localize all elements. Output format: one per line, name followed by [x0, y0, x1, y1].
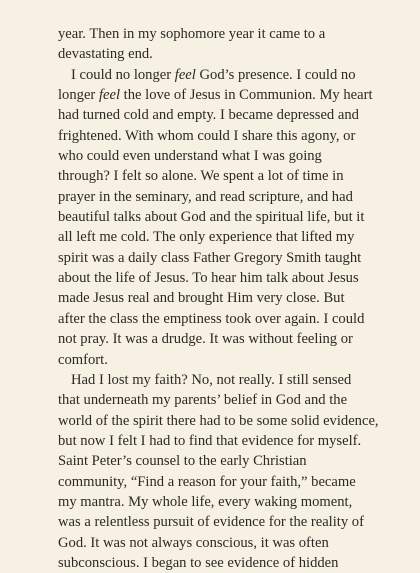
text-line [58, 309, 392, 329]
text-run: world of the spirit there had to be some solid evidence, [58, 412, 379, 429]
text-line [58, 227, 392, 247]
text-run: made Jesus real and brought Him very close. But [58, 290, 345, 307]
text-run: God. It was not always conscious, it was often [58, 534, 329, 551]
text-run: who could even understand what I was going [58, 148, 322, 165]
text-line [58, 85, 392, 105]
text-run: I could no longer [71, 66, 175, 83]
text-line [58, 65, 392, 85]
page-text-body [58, 24, 392, 573]
text-run: that underneath my parents’ belief in God and the [58, 392, 348, 409]
text-line [58, 146, 392, 166]
text-run: spirit was a daily class Father Gregory Smith taught [58, 249, 362, 266]
text-run: subconscious. I began to see evidence of hidden [58, 554, 339, 571]
text-line [58, 533, 392, 553]
text-run: Saint Peter’s counsel to the early Christian [58, 453, 307, 470]
text-line [58, 166, 392, 186]
text-run: after the class the emptiness took over again. I could [58, 310, 365, 327]
text-line [58, 187, 392, 207]
text-run: frightened. With whom could I share this agony, or [58, 127, 356, 144]
text-line [58, 288, 392, 308]
text-run: my mantra. My whole life, every waking moment, [58, 493, 353, 510]
text-run: but now I felt I had to find that evidence for myself. [58, 432, 362, 449]
text-run: all left me cold. The only experience that lifted my [58, 229, 355, 246]
text-line [58, 44, 392, 64]
text-line [58, 268, 392, 288]
text-run: devastating end. [58, 46, 153, 63]
text-run: Had I lost my faith? No, not really. I still sensed [71, 371, 352, 388]
text-run: had turned cold and empty. I became depressed and [58, 107, 359, 124]
text-line [58, 451, 392, 471]
text-line [58, 492, 392, 512]
text-line [58, 329, 392, 349]
text-run: the love of Jesus in Communion. My heart [120, 87, 373, 104]
text-run: through? I felt so alone. We spent a lot of time in [58, 168, 344, 185]
text-run: not pray. It was a drudge. It was without feeling or [58, 331, 353, 348]
paragraph [58, 65, 392, 370]
text-run: comfort. [58, 351, 108, 368]
text-line [58, 370, 392, 390]
text-run: beautiful talks about God and the spiritual life, but it [58, 209, 365, 226]
text-run: community, “Find a reason for your faith,” became [58, 473, 356, 490]
text-line [58, 350, 392, 370]
text-line [58, 248, 392, 268]
text-line [58, 390, 392, 410]
text-run: prayer in the seminary, and read scripture, and had [58, 188, 353, 205]
text-run: was a relentless pursuit of evidence for the reality of [58, 514, 364, 531]
text-run: God’s presence. I could no [195, 66, 356, 83]
text-line [58, 24, 392, 44]
emphasized-text: feel [98, 87, 121, 104]
text-run: about the life of Jesus. To hear him talk about Jesus [58, 270, 359, 287]
text-line [58, 512, 392, 532]
text-line [58, 431, 392, 451]
text-run: year. Then in my sophomore year it came to a [58, 26, 326, 42]
paragraph [58, 370, 392, 573]
text-line [58, 472, 392, 492]
paragraph [58, 24, 392, 65]
text-line [58, 126, 392, 146]
text-line [58, 207, 392, 227]
emphasized-text: feel [174, 66, 196, 83]
text-line [58, 553, 392, 573]
text-line [58, 411, 392, 431]
text-line [58, 105, 392, 125]
text-run: longer [58, 87, 99, 104]
